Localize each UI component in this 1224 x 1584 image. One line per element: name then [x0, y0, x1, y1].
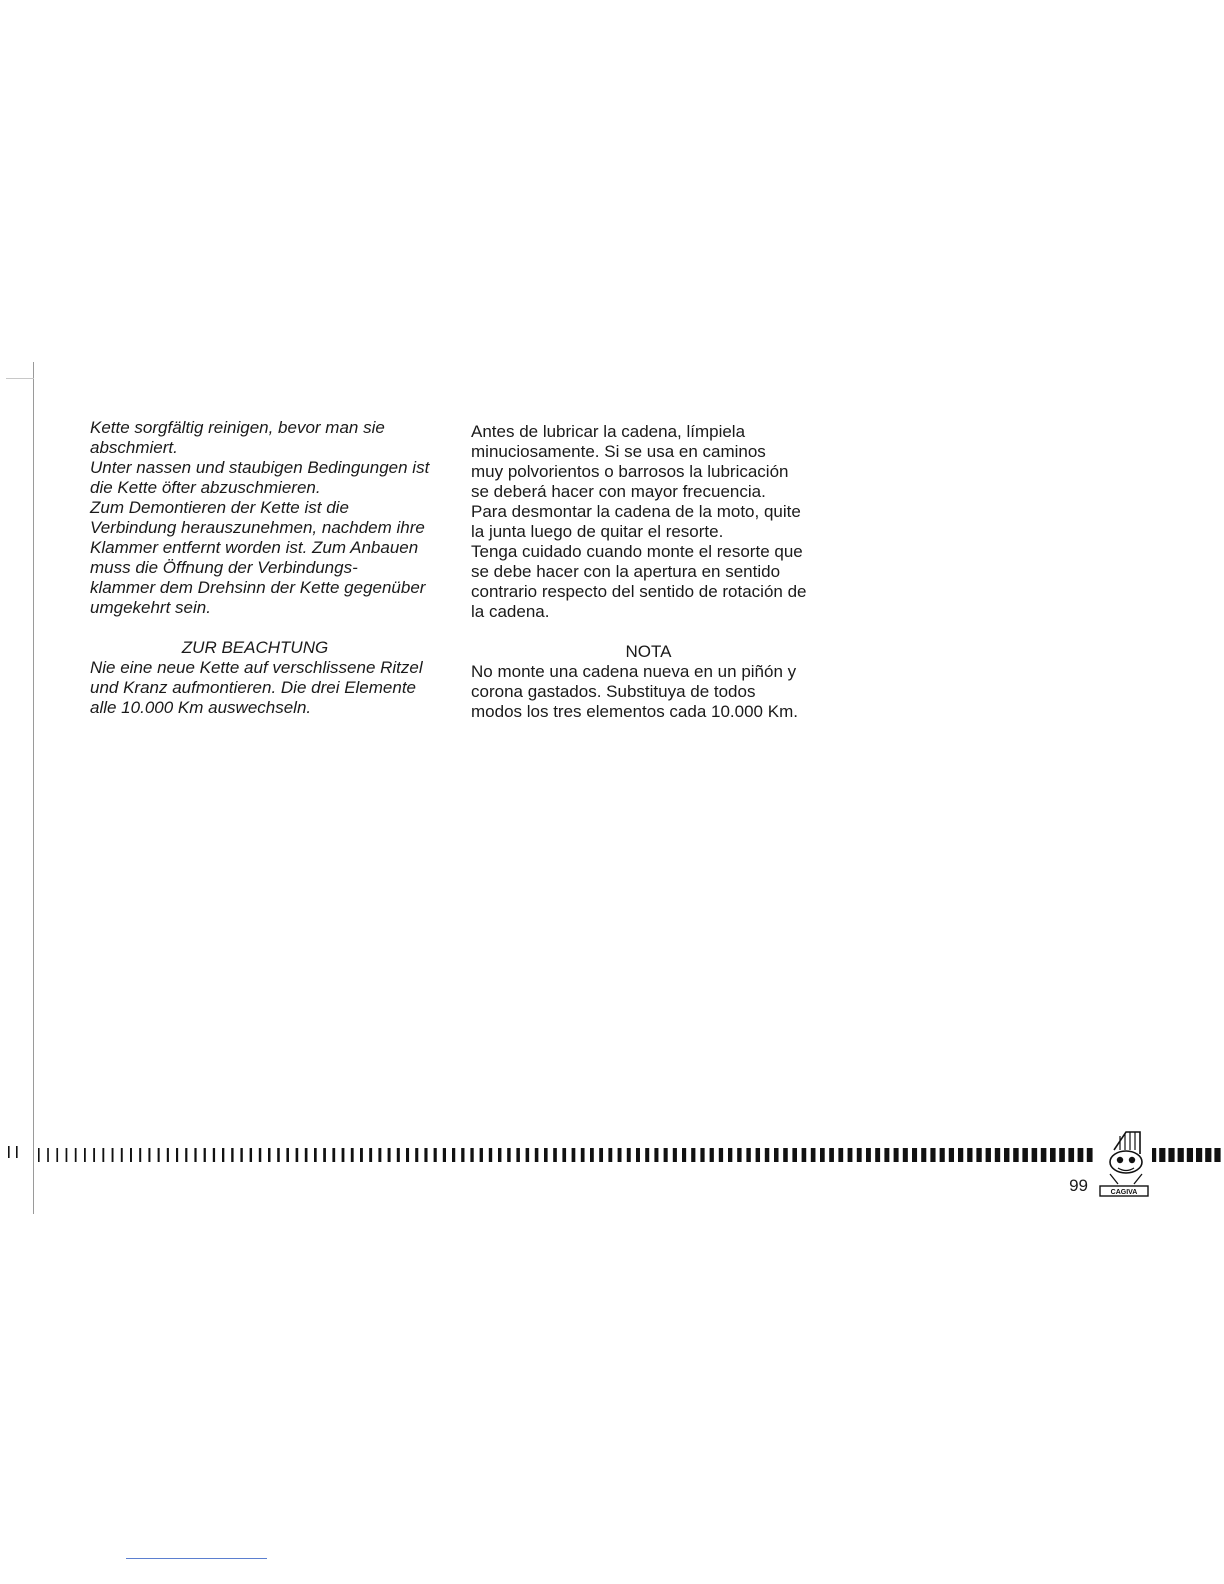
ruler-bar — [93, 1148, 95, 1162]
ruler-bar — [1159, 1148, 1165, 1162]
ruler-bar — [332, 1148, 335, 1162]
ruler-bar — [1214, 1148, 1220, 1162]
ruler-bar — [774, 1148, 779, 1162]
ruler-bar — [838, 1148, 843, 1162]
ruler-bar — [8, 1146, 10, 1158]
ruler-bar — [1196, 1148, 1202, 1162]
ruler-bar — [351, 1148, 354, 1162]
ruler-bar — [1078, 1148, 1084, 1162]
ruler-bar — [654, 1148, 658, 1162]
ruler-bar — [691, 1148, 695, 1162]
ruler-bar — [434, 1148, 437, 1162]
page-number: 99 — [1069, 1176, 1088, 1195]
ruler-bar — [231, 1148, 233, 1162]
ruler-bar — [1032, 1148, 1038, 1162]
ruler-bar — [1168, 1148, 1174, 1162]
ruler-bar — [820, 1148, 825, 1162]
german-column — [90, 418, 450, 718]
ruler-bar — [1022, 1148, 1028, 1162]
ruler-bar — [590, 1148, 594, 1162]
ruler-bar — [489, 1148, 492, 1162]
ruler-bar — [562, 1148, 566, 1162]
ruler-bar — [1087, 1148, 1093, 1162]
ruler-bar — [452, 1148, 455, 1162]
binding-margin-line — [33, 362, 34, 1214]
ruler-bar — [194, 1148, 196, 1162]
ruler-bar — [746, 1148, 750, 1162]
ruler-bar — [185, 1148, 187, 1162]
ruler-bar — [406, 1148, 409, 1162]
ruler-bar — [802, 1148, 807, 1162]
ruler-bar — [930, 1148, 935, 1162]
ruler-bar — [112, 1148, 114, 1162]
ruler-bar — [949, 1148, 954, 1162]
ruler-bar — [268, 1148, 271, 1162]
ruler-bar — [388, 1148, 391, 1162]
spanish-note-text: No monte una cadena nueva en un piñón y corona gastados. Substituya de todos modos los tres elementos cada 10.000 Km. — [471, 662, 798, 721]
ruler-bar — [1050, 1148, 1056, 1162]
ruler-bar — [66, 1148, 68, 1162]
ruler-bar — [526, 1148, 530, 1162]
ruler-bar — [710, 1148, 714, 1162]
ruler-bar — [940, 1148, 945, 1162]
footer-bar-ruler — [0, 1142, 1224, 1168]
ruler-bar — [958, 1148, 963, 1162]
ruler-bar — [507, 1148, 510, 1162]
ruler-bar — [599, 1148, 603, 1162]
ruler-bar — [645, 1148, 649, 1162]
ruler-bar — [240, 1148, 242, 1162]
ruler-bar — [1187, 1148, 1193, 1162]
ruler-bar — [84, 1148, 86, 1162]
ruler-bar — [47, 1148, 49, 1162]
ruler-bar — [323, 1148, 326, 1162]
ruler-bar — [314, 1148, 317, 1162]
ruler-bar — [894, 1148, 899, 1162]
ruler-bar — [627, 1148, 631, 1162]
ruler-bar — [673, 1148, 677, 1162]
ruler-bar — [535, 1148, 539, 1162]
ruler-bar — [618, 1148, 622, 1162]
ruler-bar — [167, 1148, 169, 1162]
ruler-bar — [259, 1148, 261, 1162]
ruler-bar — [498, 1148, 501, 1162]
cagiva-logo-text: CAGIVA — [1110, 1189, 1138, 1196]
ruler-bar — [728, 1148, 732, 1162]
ruler-bar — [480, 1148, 483, 1162]
ruler-bar — [976, 1148, 981, 1162]
ruler-bar — [369, 1148, 372, 1162]
ruler-bar — [866, 1148, 871, 1162]
spanish-paragraph: Antes de lubricar la cadena, límpiela minuciosamente. Si se usa en caminos muy polvorientos o barrosos la lubricación se deberá hacer con mayor frecuencia. Para desmontar la cadena de la moto, quite la junta luego de quitar el resorte. Tenga cuidado cuando monte el resorte que se debe hacer con la apertura en sentido contrario respecto del sentido de rotación de la cadena. — [471, 422, 807, 621]
ruler-bar — [102, 1148, 104, 1162]
cagiva-mascot-icon — [1096, 1128, 1152, 1200]
ruler-bar — [75, 1148, 77, 1162]
binding-margin-tick — [6, 378, 34, 379]
ruler-bar — [572, 1148, 576, 1162]
ruler-bar — [829, 1148, 834, 1162]
ruler-bar — [682, 1148, 686, 1162]
ruler-bar — [811, 1148, 816, 1162]
ruler-bar — [544, 1148, 548, 1162]
ruler-bar — [176, 1148, 178, 1162]
ruler-bar — [443, 1148, 446, 1162]
ruler-bar — [765, 1148, 769, 1162]
ruler-bar — [912, 1148, 917, 1162]
ruler-bar — [857, 1148, 862, 1162]
ruler-bar — [378, 1148, 381, 1162]
ruler-bar — [664, 1148, 668, 1162]
ruler-bar — [756, 1148, 760, 1162]
ruler-bar — [700, 1148, 704, 1162]
ruler-bar — [461, 1148, 464, 1162]
ruler-bar — [581, 1148, 585, 1162]
ruler-bar — [737, 1148, 741, 1162]
ruler-bar — [56, 1148, 58, 1162]
ruler-bar — [884, 1148, 889, 1162]
ruler-bar — [608, 1148, 612, 1162]
ruler-bar — [148, 1148, 150, 1162]
ruler-bar — [903, 1148, 908, 1162]
spanish-column — [471, 422, 841, 722]
ruler-bar — [296, 1148, 299, 1162]
ruler-bar — [1059, 1148, 1065, 1162]
ruler-bar — [783, 1148, 788, 1162]
ruler-bar — [277, 1148, 280, 1162]
ruler-bar — [121, 1148, 123, 1162]
ruler-bar — [286, 1148, 289, 1162]
ruler-bar — [1041, 1148, 1047, 1162]
ruler-bar — [158, 1148, 160, 1162]
ruler-bar — [222, 1148, 224, 1162]
ruler-bar — [1004, 1148, 1009, 1162]
ruler-bar — [397, 1148, 400, 1162]
ruler-bar — [305, 1148, 308, 1162]
ruler-bar — [130, 1148, 132, 1162]
german-note-text: Nie eine neue Kette auf verschlissene Ritzel und Kranz aufmontieren. Die drei Elemente alle 10.000 Km auswechseln. — [90, 658, 423, 717]
ruler-bar — [553, 1148, 557, 1162]
ruler-bar — [875, 1148, 880, 1162]
ruler-bar — [719, 1148, 723, 1162]
page-edge-line — [126, 1558, 267, 1559]
ruler-bar — [139, 1148, 141, 1162]
ruler-bar — [967, 1148, 972, 1162]
ruler-bar — [636, 1148, 640, 1162]
ruler-bar — [204, 1148, 206, 1162]
ruler-bar — [848, 1148, 853, 1162]
ruler-bar — [1013, 1148, 1018, 1162]
ruler-bar — [1205, 1148, 1211, 1162]
ruler-bar — [1178, 1148, 1184, 1162]
ruler-bar — [16, 1146, 18, 1158]
ruler-bar — [986, 1148, 991, 1162]
ruler-bar — [1068, 1148, 1074, 1162]
ruler-bar — [516, 1148, 520, 1162]
ruler-bar — [213, 1148, 215, 1162]
ruler-bar — [342, 1148, 345, 1162]
ruler-bar — [921, 1148, 926, 1162]
ruler-bar — [250, 1148, 252, 1162]
ruler-bar — [415, 1148, 418, 1162]
german-note-heading: ZUR BEACHTUNG — [181, 638, 329, 657]
ruler-bar — [360, 1148, 363, 1162]
german-paragraph: Kette sorgfältig reinigen, bevor man sie abschmiert. Unter nassen und staubigen Bedingungen ist die Kette öfter abzuschmieren. Zum Demontieren der Kette ist die Verbindung herauszunehmen, nachdem ihre Klammer entfernt worden ist. Zum Anbauen muss die Öffnung der Verbindungs- klammer dem Drehsinn der Kette gegenüber umgekehrt sein. — [90, 418, 430, 617]
ruler-bar — [995, 1148, 1000, 1162]
ruler-bar — [424, 1148, 427, 1162]
ruler-bar — [792, 1148, 797, 1162]
ruler-bar — [470, 1148, 473, 1162]
ruler-bar — [38, 1148, 40, 1162]
spanish-note-heading: NOTA — [625, 642, 672, 661]
